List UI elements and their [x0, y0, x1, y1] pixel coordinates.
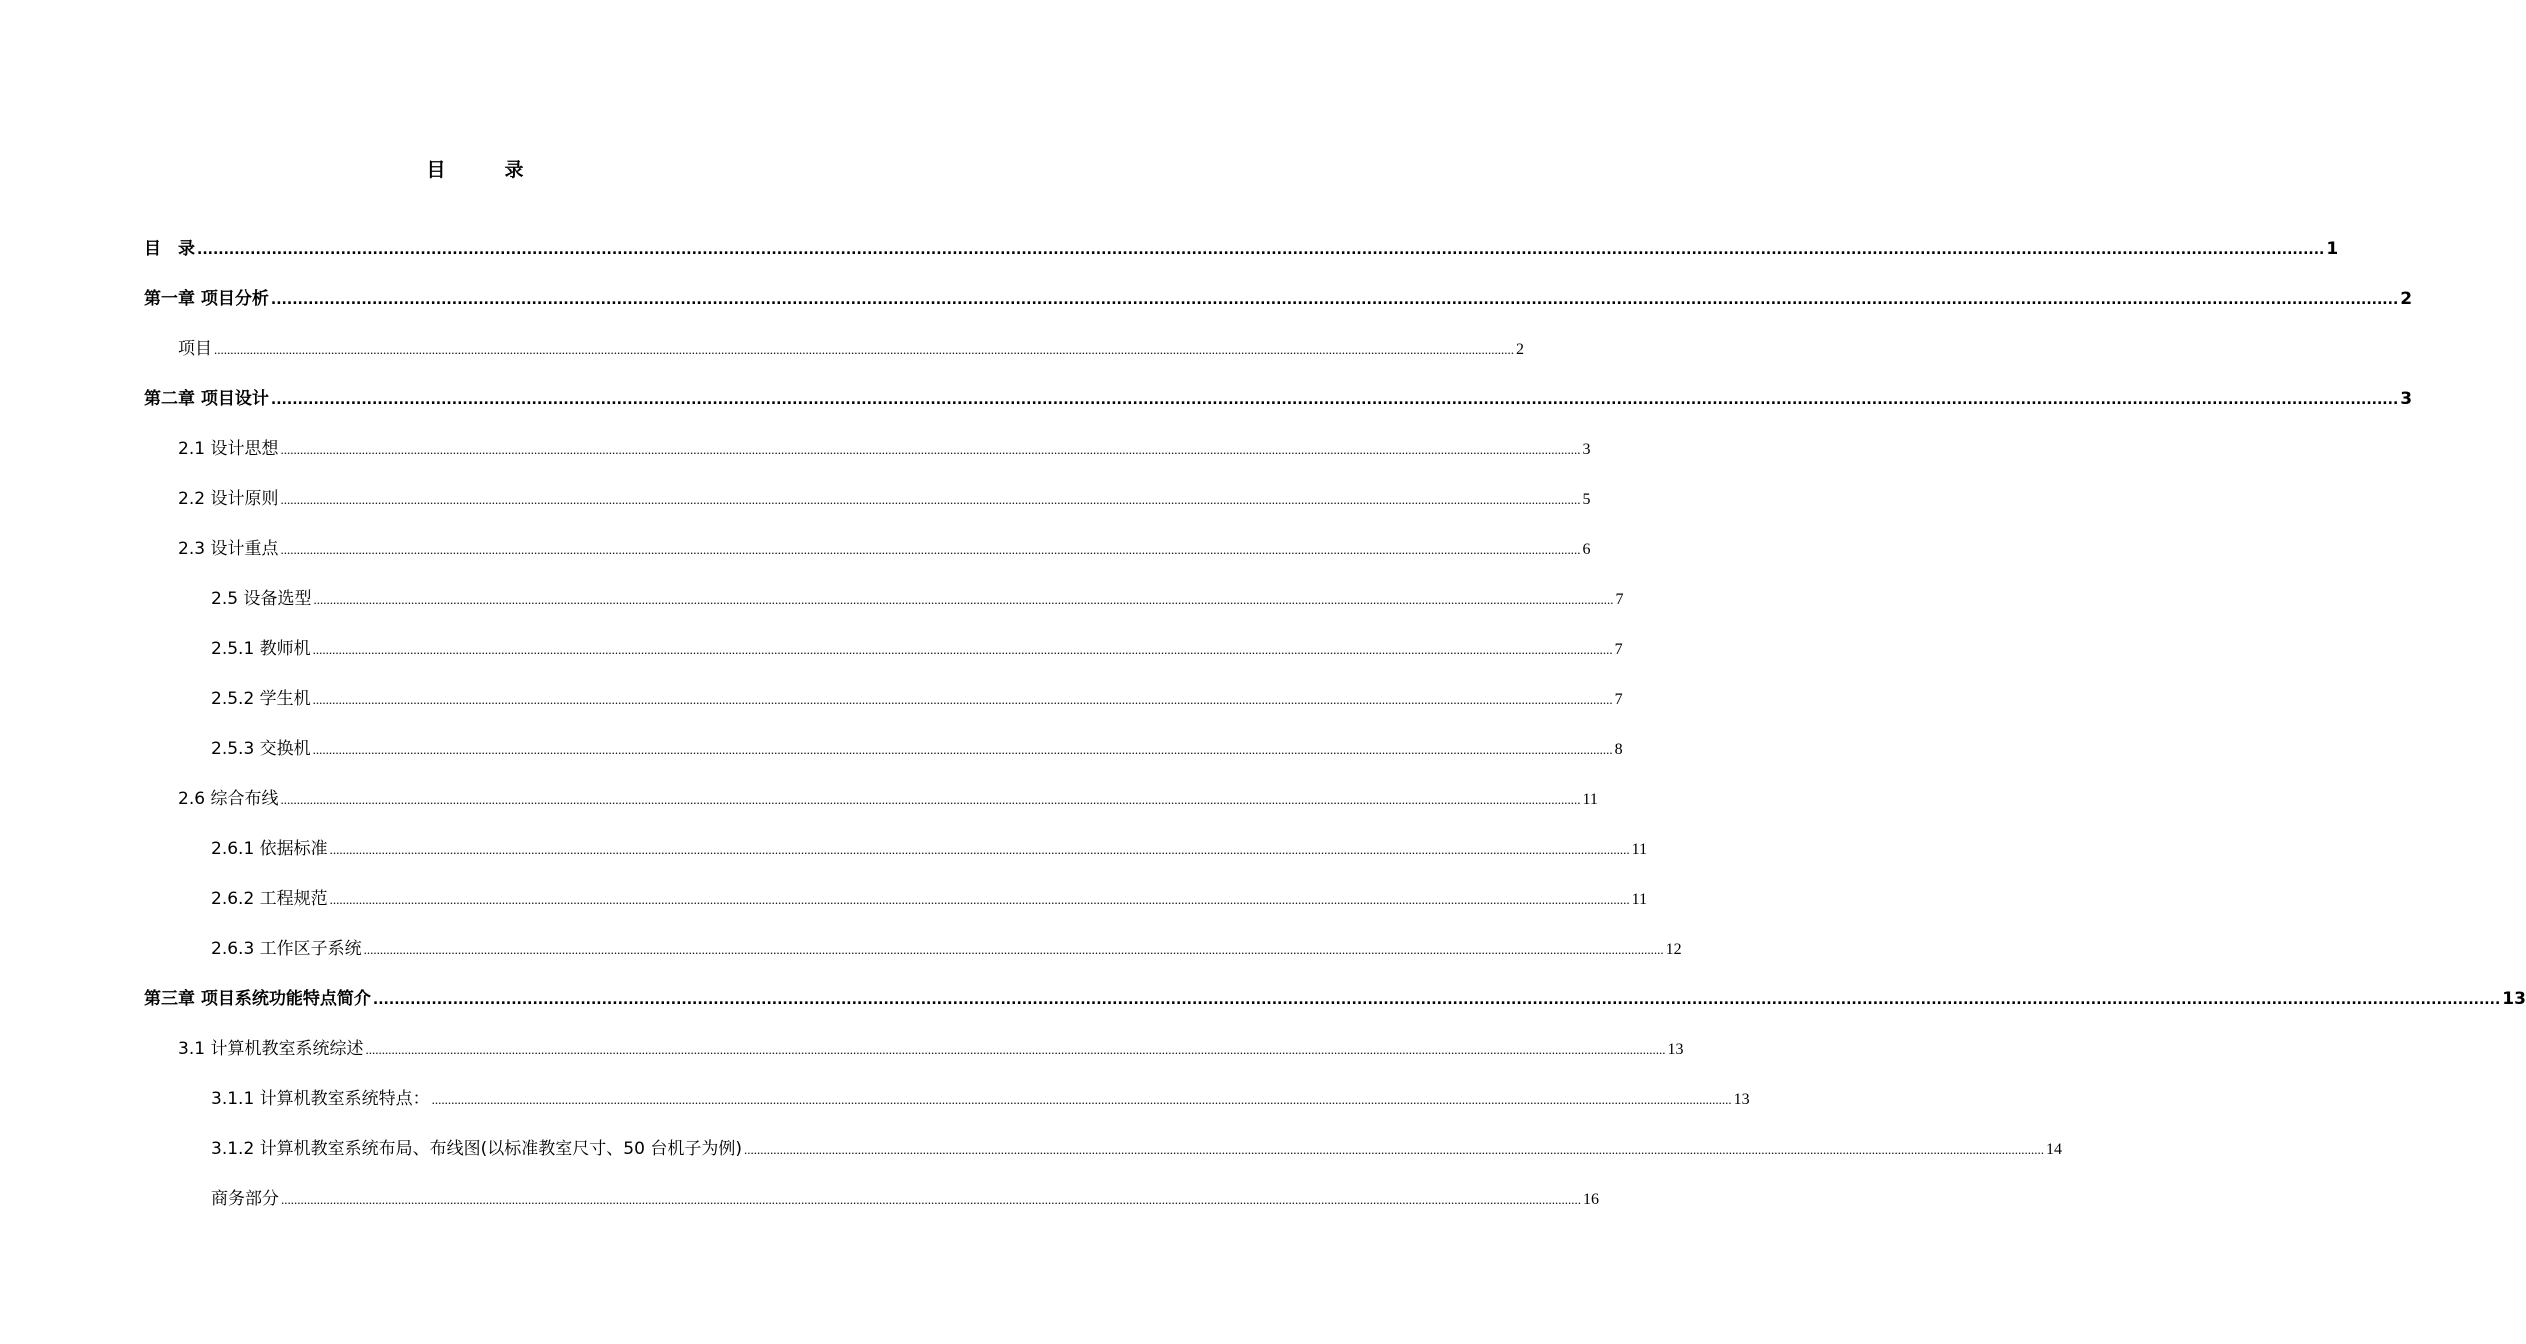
toc-entry[interactable]: [211, 936, 1682, 962]
toc-entry[interactable]: [178, 486, 1591, 512]
toc-entry-title: 2.5.1 教师机: [211, 639, 311, 659]
toc-entry[interactable]: [211, 736, 1623, 762]
toc-entry-title: 2.6 综合布线: [178, 789, 279, 809]
toc-entry-title: 商务部分: [211, 1189, 279, 1209]
toc-leader: ................................................................................................................................................................................................................................................................................................................................................................................................................: [365, 1042, 1666, 1057]
toc-entry[interactable]: [211, 636, 1623, 662]
toc-leader: ................................................................................................................................................................................................................................................................................................................................................................................................................: [197, 242, 2325, 258]
toc-entry-title: 2.2 设计原则: [178, 489, 279, 509]
toc-leader: ................................................................................................................................................................................................................................................................................................................................................................................................................: [312, 692, 1613, 707]
toc-entry[interactable]: [211, 1136, 2062, 1162]
toc-entry-title: 2.3 设计重点: [178, 539, 279, 559]
toc-leader: ................................................................................................................................................................................................................................................................................................................................................................................................................: [372, 992, 2501, 1008]
toc-leader: ................................................................................................................................................................................................................................................................................................................................................................................................................: [280, 792, 1581, 807]
toc-leader: ................................................................................................................................................................................................................................................................................................................................................................................................................: [270, 292, 2399, 308]
toc-leader: ................................................................................................................................................................................................................................................................................................................................................................................................................: [312, 742, 1613, 757]
toc-entry-page: 12: [1665, 941, 1682, 958]
toc-entry-page: 8: [1614, 741, 1623, 758]
toc-entry-title: 2.1 设计思想: [178, 439, 279, 459]
toc-entry-page: 11: [1582, 791, 1598, 808]
toc-entry-page: 13: [1667, 1041, 1684, 1058]
toc-entry-title: 第三章 项目系统功能特点简介: [144, 989, 371, 1009]
toc-entry-page: 1: [2326, 239, 2339, 259]
toc-entry-title: 项目: [178, 339, 212, 359]
toc-leader: ................................................................................................................................................................................................................................................................................................................................................................................................................: [431, 1092, 1732, 1107]
toc-entry[interactable]: [178, 336, 1524, 362]
toc-leader: ................................................................................................................................................................................................................................................................................................................................................................................................................: [743, 1142, 2044, 1157]
toc-entry-page: 13: [1733, 1091, 1750, 1108]
toc-entry-page: 7: [1614, 691, 1623, 708]
toc-entry-title: 3.1.2 计算机教室系统布局、布线图(以标准教室尺寸、50 台机子为例): [211, 1139, 742, 1159]
toc-entry[interactable]: [211, 686, 1623, 712]
toc-leader: ................................................................................................................................................................................................................................................................................................................................................................................................................: [280, 542, 1581, 557]
toc-entry[interactable]: [144, 386, 2413, 412]
toc-entry[interactable]: [178, 436, 1591, 462]
toc-entry-title: 2.5.3 交换机: [211, 739, 311, 759]
toc-entry-page: 11: [1631, 841, 1648, 858]
toc-entry-title: 2.6.2 工程规范: [211, 889, 328, 909]
toc-entry[interactable]: [211, 886, 1648, 912]
toc-entry[interactable]: [178, 786, 1598, 812]
toc-entry[interactable]: [178, 536, 1591, 562]
toc-leader: ................................................................................................................................................................................................................................................................................................................................................................................................................: [313, 592, 1614, 607]
toc-entry[interactable]: [178, 1036, 1684, 1062]
page-title: 目 录: [426, 159, 544, 181]
toc-entry-title: 2.5 设备选型: [211, 589, 312, 609]
toc-entry[interactable]: [211, 1186, 1599, 1212]
toc-entry[interactable]: [211, 1086, 1750, 1112]
toc-entry-title: 3.1.1 计算机教室系统特点：: [211, 1089, 430, 1109]
toc-entry[interactable]: [211, 836, 1648, 862]
toc-entry-title: 2.6.1 依据标准: [211, 839, 328, 859]
toc-entry-page: 2: [1516, 341, 1524, 358]
toc-entry-page: 16: [1583, 1191, 1599, 1208]
toc-entry-title: 第二章 项目设计: [144, 389, 269, 409]
toc-leader: ................................................................................................................................................................................................................................................................................................................................................................................................................: [214, 342, 1514, 357]
toc-entry-title: 2.6.3 工作区子系统: [211, 939, 362, 959]
toc-entry-page: 3: [2400, 389, 2413, 409]
toc-entry[interactable]: [144, 236, 2339, 262]
toc-leader: ................................................................................................................................................................................................................................................................................................................................................................................................................: [329, 842, 1630, 857]
toc-entry-page: 7: [1615, 591, 1624, 608]
toc-entry-page: 14: [2045, 1141, 2062, 1158]
toc-leader: ................................................................................................................................................................................................................................................................................................................................................................................................................: [270, 392, 2399, 408]
toc-entry-page: 5: [1582, 491, 1591, 508]
toc-leader: ................................................................................................................................................................................................................................................................................................................................................................................................................: [329, 892, 1630, 907]
toc-leader: ................................................................................................................................................................................................................................................................................................................................................................................................................: [281, 1192, 1581, 1207]
toc-entry-page: 7: [1614, 641, 1623, 658]
toc-entry[interactable]: [211, 586, 1624, 612]
toc-entry-page: 2: [2400, 289, 2413, 309]
toc-entry-title: 目 录: [144, 239, 195, 259]
toc-leader: ................................................................................................................................................................................................................................................................................................................................................................................................................: [312, 642, 1613, 657]
toc-entry-title: 2.5.2 学生机: [211, 689, 311, 709]
toc-leader: ................................................................................................................................................................................................................................................................................................................................................................................................................: [363, 942, 1664, 957]
toc-entry-title: 3.1 计算机教室系统综述: [178, 1039, 364, 1059]
toc-entry-page: 13: [2502, 989, 2526, 1009]
toc-entry[interactable]: [144, 286, 2413, 312]
toc-leader: ................................................................................................................................................................................................................................................................................................................................................................................................................: [280, 442, 1581, 457]
toc-leader: ................................................................................................................................................................................................................................................................................................................................................................................................................: [280, 492, 1581, 507]
toc-entry[interactable]: [144, 986, 2526, 1012]
toc-entry-page: 11: [1631, 891, 1648, 908]
toc-entry-page: 3: [1582, 441, 1591, 458]
toc-entry-page: 6: [1582, 541, 1591, 558]
toc-entry-title: 第一章 项目分析: [144, 289, 269, 309]
